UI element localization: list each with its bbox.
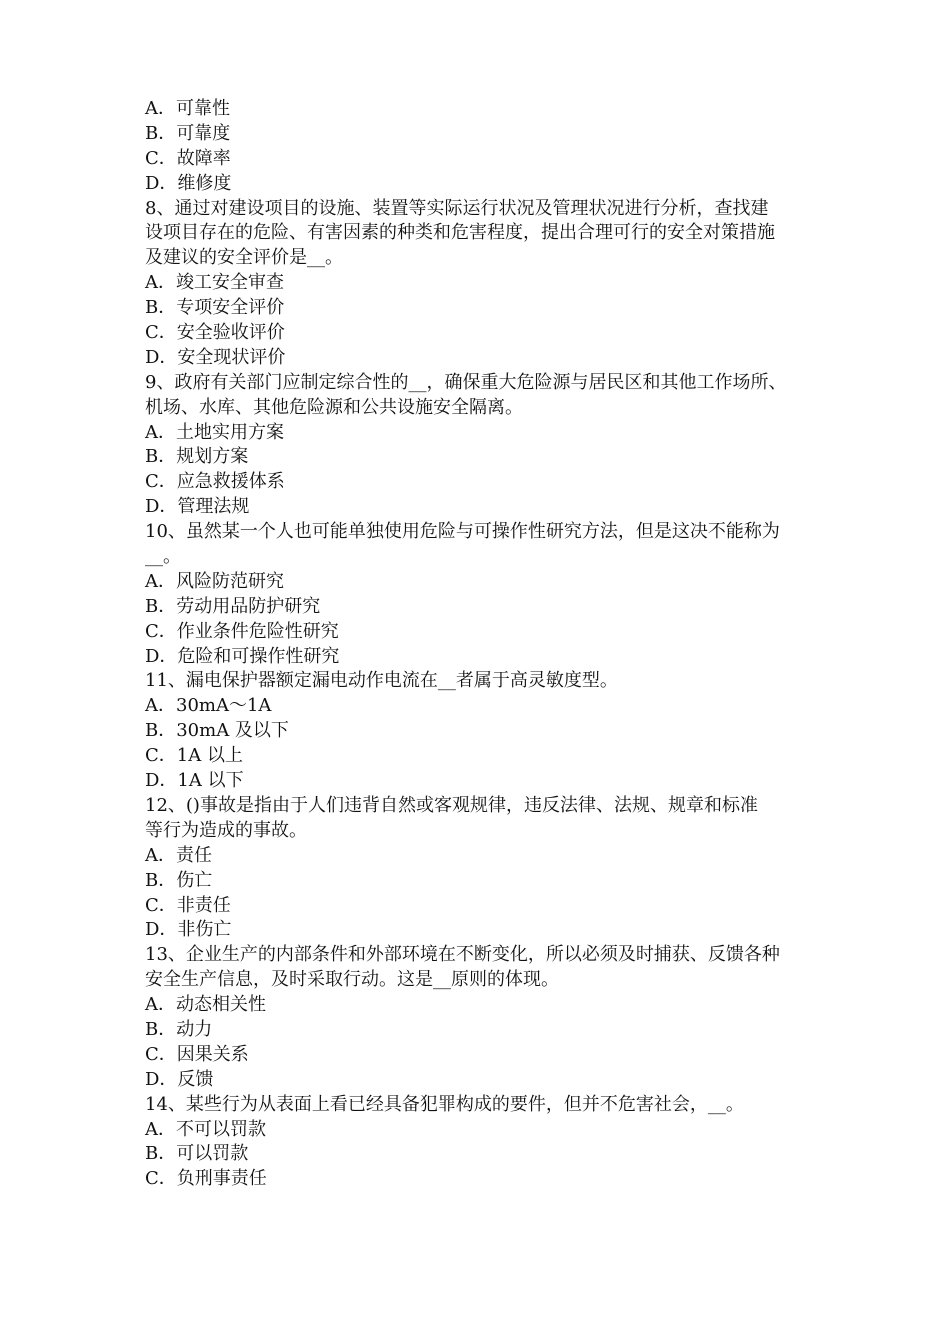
- text-line: 10、虽然某一个人也可能单独使用危险与可操作性研究方法，但是这决不能称为: [145, 521, 780, 543]
- text-line: C．1A 以上: [145, 745, 243, 767]
- text-line: B．可靠度: [145, 122, 231, 144]
- text-line: D．安全现状评价: [145, 346, 286, 368]
- text-line: B．劳动用品防护研究: [145, 595, 321, 617]
- text-line: 11、漏电保护器额定漏电动作电流在__者属于高灵敏度型。: [145, 670, 618, 692]
- text-line: A．动态相关性: [145, 994, 266, 1016]
- document-page: [145, 97, 815, 1192]
- text-line: C．安全验收评价: [145, 322, 285, 344]
- text-line: 14、某些行为从表面上看已经具备犯罪构成的要件，但并不危害社会，__。: [145, 1093, 744, 1115]
- text-line: A．竣工安全审查: [145, 272, 284, 294]
- text-line: C．应急救援体系: [145, 471, 285, 493]
- text-line: B．30mA 及以下: [145, 720, 289, 742]
- text-line: C．非责任: [145, 894, 231, 916]
- text-line: D．反馈: [145, 1068, 214, 1090]
- text-line: A．责任: [145, 844, 212, 866]
- text-line: A．30mA～1A: [145, 695, 272, 717]
- text-line: C．负刑事责任: [145, 1168, 267, 1190]
- text-line: B．伤亡: [145, 869, 213, 891]
- text-line: B．可以罚款: [145, 1143, 249, 1165]
- text-line: 等行为造成的事故。: [145, 819, 307, 841]
- text-line: 13、企业生产的内部条件和外部环境在不断变化，所以必须及时捕获、反馈各种: [145, 944, 780, 966]
- text-line: C．作业条件危险性研究: [145, 620, 339, 642]
- text-line: 设项目存在的危险、有害因素的种类和危害程度，提出合理可行的安全对策措施: [145, 222, 775, 244]
- text-line: A．不可以罚款: [145, 1118, 266, 1140]
- text-line: A．土地实用方案: [145, 421, 284, 443]
- text-line: 12、()事故是指由于人们违背自然或客观规律，违反法律、法规、规章和标准: [145, 794, 758, 816]
- text-line: 机场、水库、其他危险源和公共设施安全隔离。: [145, 396, 523, 418]
- text-line: B．动力: [145, 1018, 213, 1040]
- text-line: D．非伤亡: [145, 919, 232, 941]
- text-line: C．故障率: [145, 147, 231, 169]
- text-line: B．规划方案: [145, 446, 249, 468]
- text-line: A．风险防范研究: [145, 570, 284, 592]
- text-line: D．维修度: [145, 172, 232, 194]
- text-line: D．1A 以下: [145, 770, 244, 792]
- text-line: B．专项安全评价: [145, 297, 285, 319]
- text-line: C．因果关系: [145, 1043, 249, 1065]
- text-line: 9、政府有关部门应制定综合性的__，确保重大危险源与居民区和其他工作场所、: [145, 371, 787, 393]
- text-line: 及建议的安全评价是__。: [145, 247, 343, 269]
- text-line: 安全生产信息，及时采取行动。这是__原则的体现。: [145, 969, 559, 991]
- text-line: D．管理法规: [145, 496, 250, 518]
- text-line: __。: [145, 546, 181, 568]
- text-line: A．可靠性: [145, 98, 230, 119]
- text-line: D．危险和可操作性研究: [145, 645, 340, 667]
- text-line: 8、通过对建设项目的设施、装置等实际运行状况及管理状况进行分析，查找建: [145, 197, 769, 219]
